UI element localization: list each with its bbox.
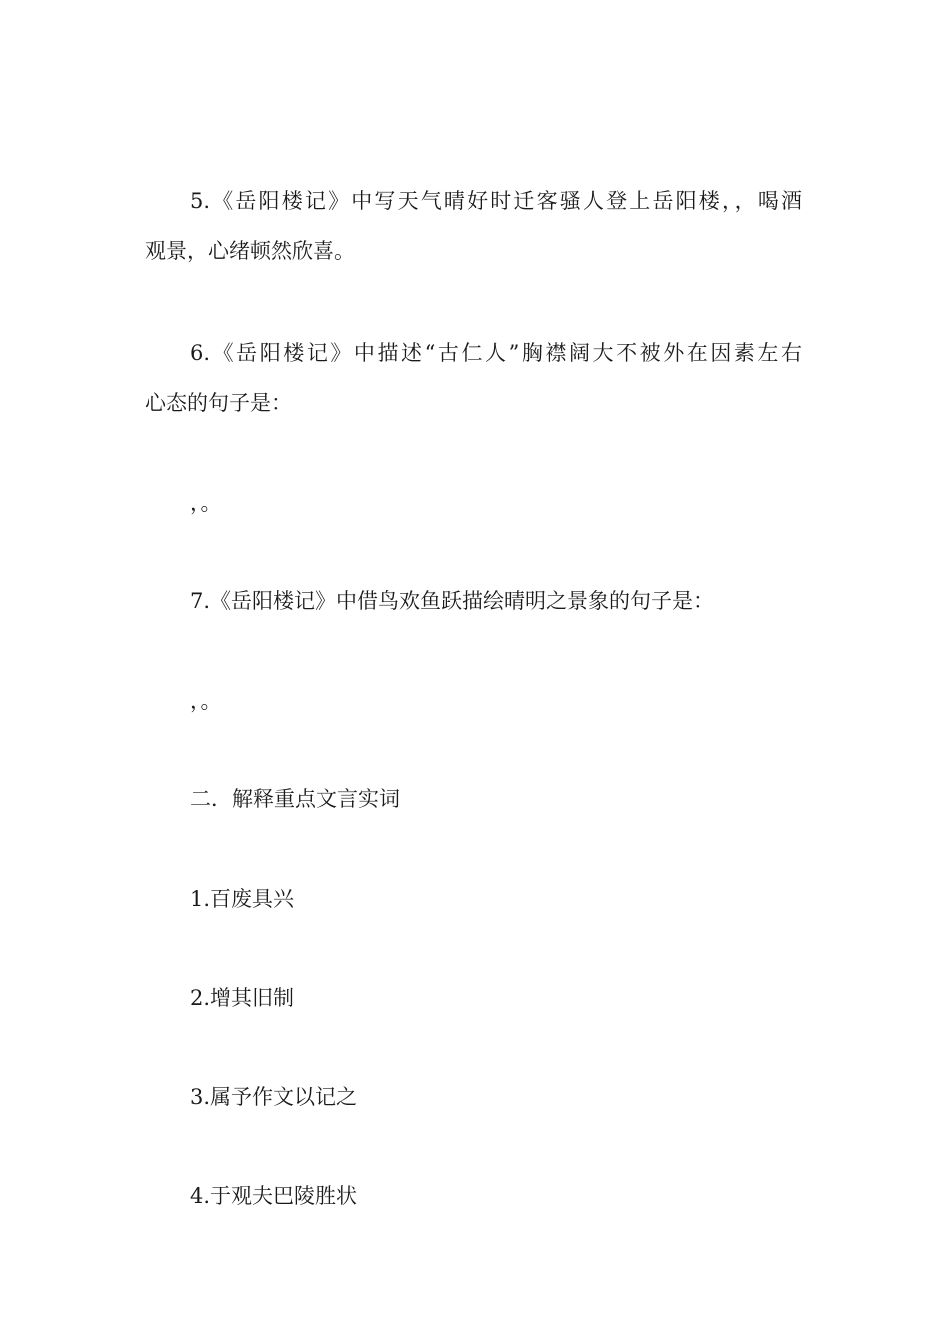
list-item: 4.于观夫巴陵胜状	[190, 1184, 358, 1208]
question-7-answer-blank: ，。	[190, 689, 222, 713]
question-5-line-2: 观景，心绪顿然欣喜。	[145, 239, 355, 263]
question-6-answer-blank: ，。	[190, 491, 222, 515]
list-item: 1.百废具兴	[190, 887, 295, 911]
list-item: 3.属予作文以记之	[190, 1085, 358, 1109]
question-7-line-1: 7.《岳阳楼记》中借鸟欢鱼跃描绘晴明之景象的句子是：	[190, 589, 715, 613]
question-6-line-1: 6.《岳阳楼记》中描述“古仁人”胸襟阔大不被外在因素左右	[190, 341, 802, 365]
section-2-heading: 二．解释重点文言实词	[190, 787, 400, 811]
list-item: 2.增其旧制	[190, 986, 295, 1010]
question-6-line-2: 心态的句子是：	[145, 391, 292, 415]
question-5-line-1: 5.《岳阳楼记》中写天气晴好时迁客骚人登上岳阳楼，，喝酒	[190, 189, 802, 213]
